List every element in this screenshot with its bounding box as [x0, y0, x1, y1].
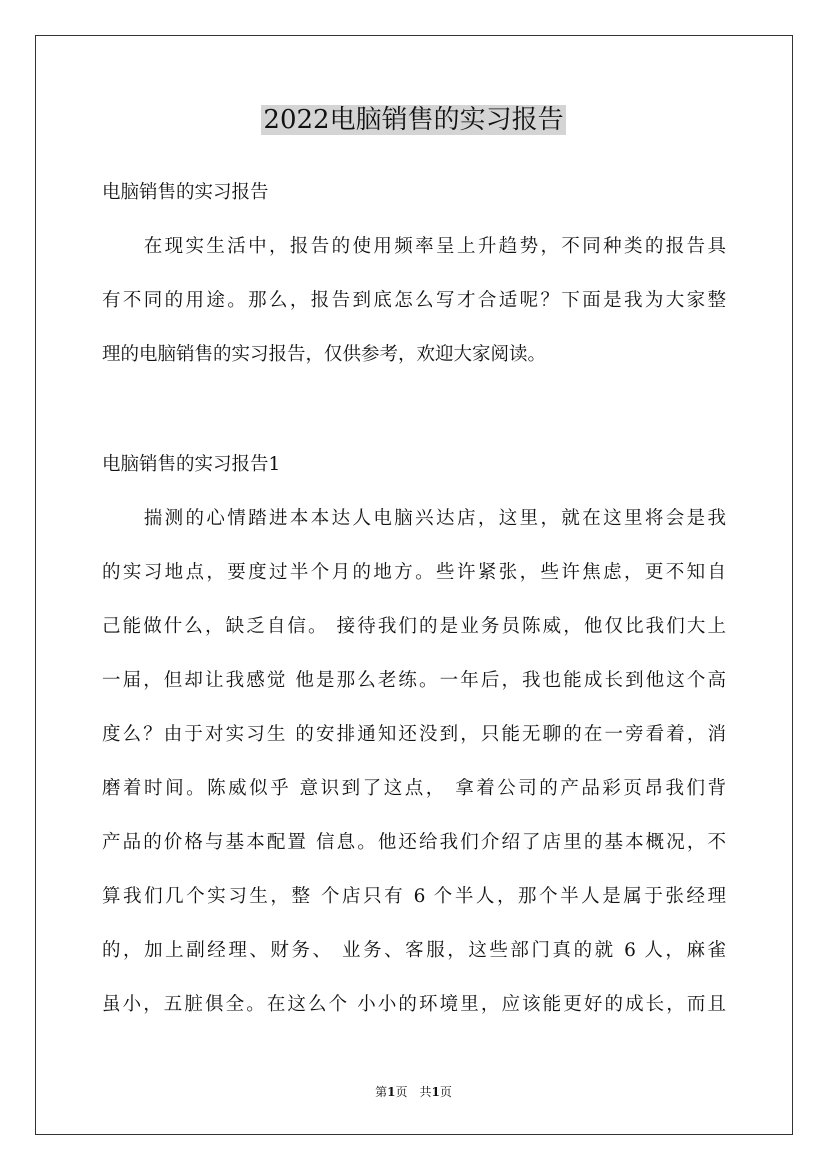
body-line: 算我们几个实习生，整 个店只有 6 个半人，那个半人是属于张经理 [102, 886, 726, 907]
footer-suffix: 页 [439, 1085, 452, 1099]
section-heading: 电脑销售的实习报告1 [102, 454, 281, 475]
body-line: 一届，但却让我感觉 他是那么老练。一年后，我也能成长到他这个高 [102, 670, 726, 691]
body-line: 己能做什么，缺乏自信。 接待我们的是业务员陈威，他仅比我们大上 [102, 616, 726, 637]
document-title [0, 100, 827, 140]
document-subtitle: 电脑销售的实习报告 [102, 182, 269, 203]
intro-line: 有不同的用途。那么，报告到底怎么写才合适呢？下面是我为大家整 [102, 290, 726, 311]
document-title-text: 2022电脑销售的实习报告 [263, 105, 564, 135]
footer-page-current: 1 [387, 1085, 396, 1099]
footer-prefix: 第 [375, 1085, 388, 1099]
body-line: 的，加上副经理、财务、 业务、客服，这些部门真的就 6 人，麻雀 [102, 940, 726, 961]
body-line: 磨着时间。陈威似乎 意识到了这点， 拿着公司的产品彩页昂我们背 [102, 778, 726, 799]
footer-page-total: 1 [431, 1085, 440, 1099]
body-line: 的实习地点，要度过半个月的地方。些许紧张，些许焦虑，更不知自 [102, 562, 726, 583]
intro-line: 理的电脑销售的实习报告，仅供参考，欢迎大家阅读。 [102, 344, 547, 365]
footer-mid: 页 共 [395, 1085, 432, 1099]
page-footer [0, 1083, 827, 1101]
body-line: 虽小，五脏俱全。在这么个 小小的环境里，应该能更好的成长，而且 [102, 994, 726, 1015]
body-line: 产品的价格与基本配置 信息。他还给我们介绍了店里的基本概况，不 [102, 832, 726, 853]
body-line: 揣测的心情踏进本本达人电脑兴达店，这里，就在这里将会是我 [102, 508, 726, 529]
intro-line: 在现实生活中，报告的使用频率呈上升趋势，不同种类的报告具 [102, 236, 726, 257]
body-line: 度么？由于对实习生 的安排通知还没到，只能无聊的在一旁看着，消 [102, 724, 726, 745]
